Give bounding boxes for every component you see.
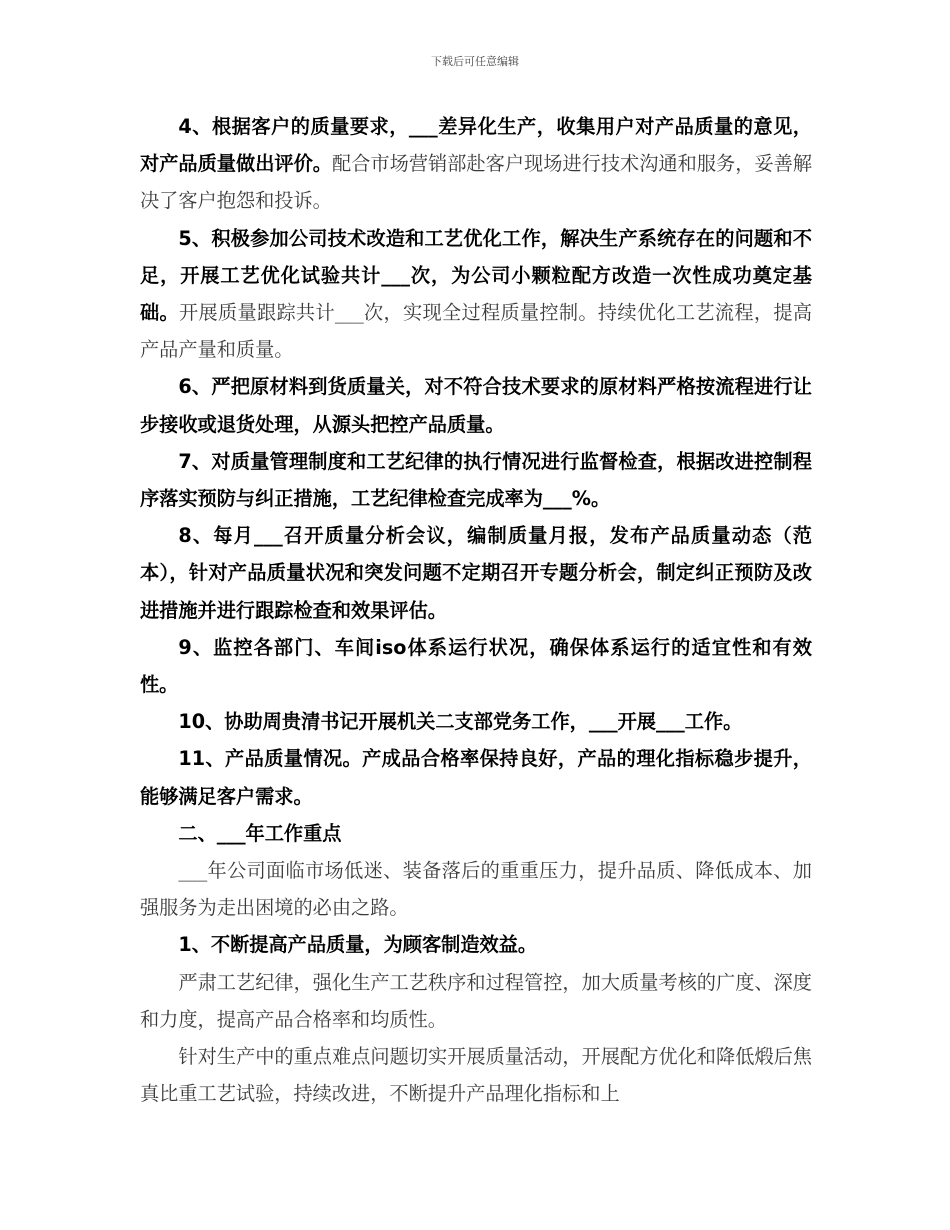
paragraph-bold-text: 7、对质量管理制度和工艺纪律的执行情况进行监督检查，根据改进控制程序落实预防与纠正措施，工艺纪律检查完成率为___%。 <box>140 449 812 511</box>
paragraph-bold-text: 6、严把原材料到货质量关，对不符合技术要求的原材料严格按流程进行让步接收或退货处理，从源头把控产品质量。 <box>140 375 812 436</box>
paragraph-item-6 <box>140 368 812 442</box>
paragraph-discipline <box>140 964 812 1038</box>
paragraph-item-10 <box>140 703 812 740</box>
paragraph-bold-text: 11、产品质量情况。产成品合格率保持良好，产品的理化指标稳步提升，能够满足客户需求。 <box>140 747 812 808</box>
paragraph-bold-text: 8、每月___召开质量分析会议，编制质量月报，发布产品质量动态（范本），针对产品质量状况和突发问题不定期召开专题分析会，制定纠正预防及改进措施并进行跟踪检查和效果评估。 <box>140 524 812 622</box>
paragraph-bold-text: 4、根据客户的质量要求，___差异化生产，收集用户对产品质量的意见，对产品质量做出评价。 <box>140 115 812 176</box>
paragraph-regular-text: 配合市场营销部赴客户现场进行技术沟通和服务，妥善解决了客户抱怨和投诉。 <box>140 152 813 213</box>
paragraph-regular-text: ___年公司面临市场低迷、装备落后的重重压力，提升品质、降低成本、加强服务为走出困境的必由之路。 <box>140 859 812 920</box>
paragraph-intro <box>140 852 812 926</box>
paragraph-item-11 <box>140 740 812 814</box>
section-heading <box>140 815 812 852</box>
paragraph-regular-text: 严肃工艺纪律，强化生产工艺秩序和过程管控，加大质量考核的广度、深度和力度，提高产品合格率和均质性。 <box>140 970 812 1031</box>
subheading-text: 1、不断提高产品质量，为顾客制造效益。 <box>178 933 538 957</box>
paragraph-item-9 <box>140 629 812 703</box>
paragraph-item-4 <box>140 108 812 220</box>
paragraph-quality-activity <box>140 1038 812 1112</box>
paragraph-item-8 <box>140 517 812 629</box>
paragraph-regular-text: 针对生产中的重点难点问题切实开展质量活动，开展配方优化和降低煅后焦真比重工艺试验，持续改进，不断提升产品理化指标和上 <box>140 1045 812 1106</box>
paragraph-regular-text: 开展质量跟踪共计___次，实现全过程质量控制。持续优化工艺流程，提高产品产量和质量。 <box>140 301 812 362</box>
section-heading-text: 二、___年工作重点 <box>178 821 342 845</box>
paragraph-bold-text: 10、协助周贵清书记开展机关二支部党务工作，___开展___工作。 <box>178 710 743 734</box>
document-body <box>140 108 812 1112</box>
paragraph-item-7 <box>140 443 812 517</box>
paragraph-bold-text: 9、监控各部门、车间iso体系运行状况，确保体系运行的适宜性和有效性。 <box>140 635 812 697</box>
page-header: 下载后可任意编辑 <box>431 55 519 68</box>
subheading-item-1 <box>140 926 812 963</box>
paragraph-bold-text: 5、积极参加公司技术改造和工艺优化工作，解决生产系统存在的问题和不足，开展工艺优化试验共计___次，为公司小颗粒配方改造一次性成功奠定基础。 <box>140 226 812 325</box>
paragraph-item-5 <box>140 220 812 369</box>
